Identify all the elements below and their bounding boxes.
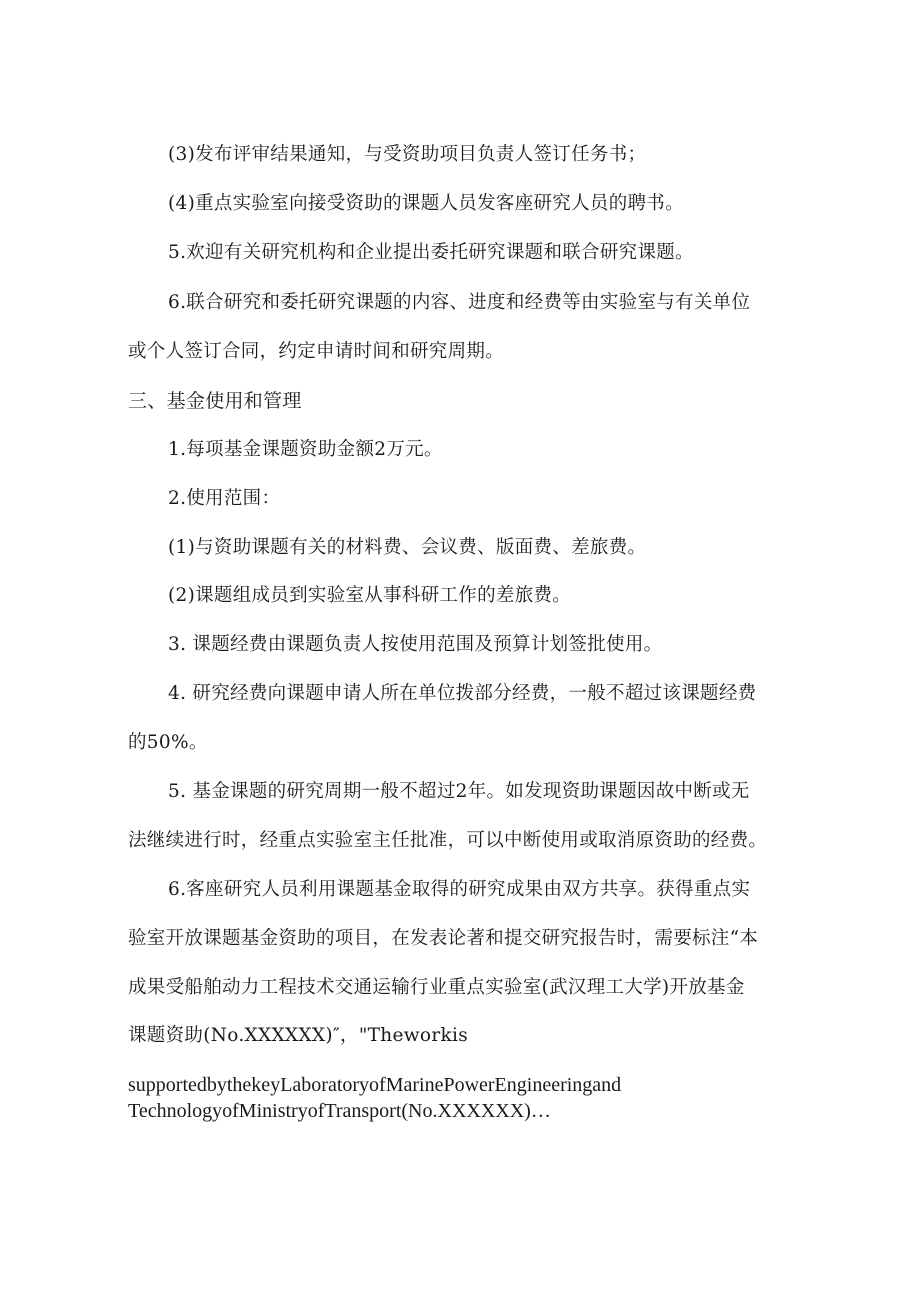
paragraph-line: 2.使用范围： xyxy=(168,488,281,509)
paragraph-line: (4)重点实验室向接受资助的课题人员发客座研究人员的聘书。 xyxy=(168,193,684,214)
paragraph-line: 成果受船舶动力工程技术交通运输行业重点实验室(武汉理工大学)开放基金 xyxy=(128,977,745,998)
paragraph-line: 6.联合研究和委托研究课题的内容、进度和经费等由实验室与有关单位 xyxy=(168,292,751,313)
section-heading: 三、基金使用和管理 xyxy=(128,390,302,412)
paragraph-line: supportedbythekeyLaboratoryofMarinePowerEngineeringand xyxy=(128,1074,622,1096)
paragraph-line: 的50%。 xyxy=(128,732,208,753)
paragraph-line: 法继续进行时，经重点实验室主任批准，可以中断使用或取消原资助的经费。 xyxy=(128,830,768,851)
paragraph-line: 4. 研究经费向课题申请人所在单位拨部分经费，一般不超过该课题经费 xyxy=(168,683,757,704)
paragraph-line: 5. 基金课题的研究周期一般不超过2年。如发现资助课题因故中断或无 xyxy=(168,781,750,802)
paragraph-line: 3. 课题经费由课题负责人按使用范围及预算计划签批使用。 xyxy=(168,634,663,655)
paragraph-line: 验室开放课题基金资助的项目，在发表论著和提交研究报告时，需要标注“本 xyxy=(128,928,759,949)
paragraph-line: 课题资助(No.XXXXXX)″，"Theworkis xyxy=(128,1025,468,1046)
paragraph-line: 6.客座研究人员利用课题基金取得的研究成果由双方共享。获得重点实 xyxy=(168,879,751,900)
paragraph-line: (1)与资助课题有关的材料费、会议费、版面费、差旅费。 xyxy=(168,537,647,558)
paragraph-line: 5.欢迎有关研究机构和企业提出委托研究课题和联合研究课题。 xyxy=(168,242,694,263)
paragraph-line: (2)课题组成员到实验室从事科研工作的差旅费。 xyxy=(168,585,572,606)
paragraph-line: TechnologyofMinistryofTransport(No.XXXXXX)… xyxy=(128,1100,551,1122)
paragraph-line: 1.每项基金课题资助金额2万元。 xyxy=(168,439,443,460)
paragraph-line: 或个人签订合同，约定申请时间和研究周期。 xyxy=(128,341,505,362)
paragraph-line: (3)发布评审结果通知，与受资助项目负责人签订任务书； xyxy=(168,144,647,165)
